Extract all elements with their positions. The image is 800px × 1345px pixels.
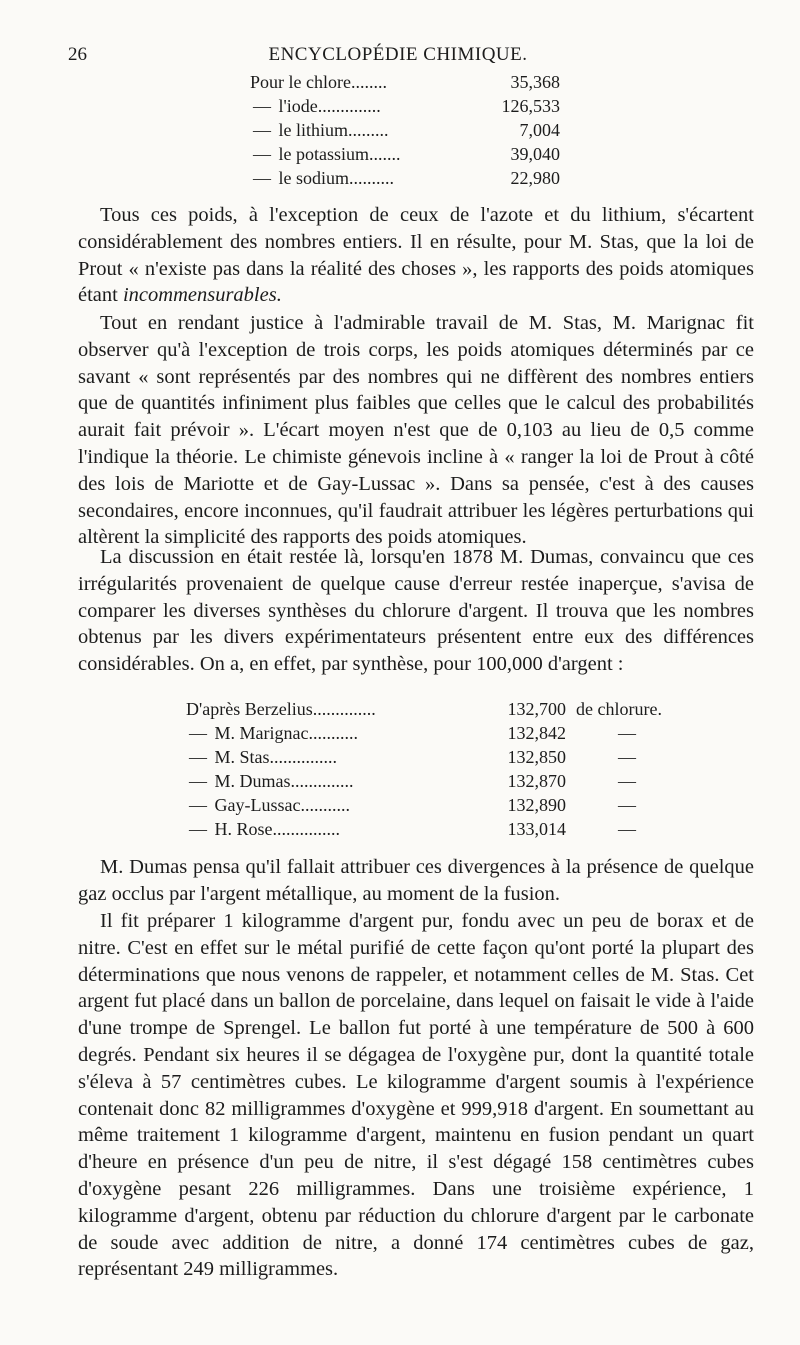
row-value: 35,368 <box>510 72 560 92</box>
table-row <box>186 721 676 745</box>
atomic-weights-table <box>250 70 560 190</box>
row-label: le potassium <box>278 144 369 164</box>
row-value: 133,014 <box>507 819 566 839</box>
row-prefix: — <box>253 144 271 164</box>
leader-dots: ............... <box>272 819 340 839</box>
leader-dots: .............. <box>312 699 376 719</box>
row-value: 132,700 <box>507 699 566 719</box>
table-row <box>250 94 560 118</box>
table-row <box>250 142 560 166</box>
paragraph-5 <box>78 908 754 1283</box>
row-label: le sodium <box>278 168 349 188</box>
row-unit: — <box>618 819 636 839</box>
row-prefix: — <box>189 819 207 839</box>
row-unit: de chlorure. <box>576 699 662 719</box>
italic-term: incommensurables. <box>122 284 282 307</box>
paragraph-3 <box>78 544 754 678</box>
leader-dots: .............. <box>317 96 381 116</box>
row-label: M. Stas <box>214 747 270 767</box>
row-label: l'iode <box>278 96 318 116</box>
paragraph-4 <box>78 854 754 908</box>
row-prefix: — <box>189 795 207 815</box>
table-row <box>186 793 676 817</box>
table-row <box>186 769 676 793</box>
leader-dots: ....... <box>369 144 401 164</box>
paragraph-1 <box>78 202 754 309</box>
row-unit: — <box>618 723 636 743</box>
leader-dots: .......... <box>349 168 394 188</box>
row-prefix: — <box>189 723 207 743</box>
page-number: 26 <box>68 44 87 65</box>
table-row <box>186 697 676 721</box>
row-label: M. Marignac <box>214 723 309 743</box>
row-value: 132,870 <box>507 771 566 791</box>
row-label: le chlore <box>288 72 351 92</box>
paragraph-text: La discussion en était restée là, lorsqu'en 1878 M. Dumas, convaincu que ces irrégularités provenaient de quelque cause d'erreur restée inaperçue, s'avisa de comparer les diverses synthèses du chlorure d'argent. Il trouva que les nombres obtenus par les divers expérimentateurs présentent entre eux des différences considérables. On a, en effet, par synthèse, pour 100,000 d'argent : <box>78 546 754 676</box>
row-prefix: — <box>189 771 207 791</box>
leader-dots: ........... <box>308 723 358 743</box>
running-title: ENCYCLOPÉDIE CHIMIQUE. <box>268 44 528 65</box>
paragraph-text: Tous ces poids, à l'exception de ceux de l'azote et du lithium, s'écartent considérablement des nombres entiers. Il en résulte, pour M. Stas, que la loi de Prout « n'existe pas dans la réalité des choses », les rapports des poids atomiques étant <box>78 204 754 307</box>
row-value: 132,890 <box>507 795 566 815</box>
page-header <box>68 44 728 68</box>
table-row <box>186 745 676 769</box>
row-prefix: — <box>253 120 271 140</box>
paragraph-text: Tout en rendant justice à l'admirable travail de M. Stas, M. Marignac fit observer qu'à l'exception de trois corps, les poids atomiques déterminés par ce savant « sont représentés par des nombres qui ne diffèrent des nombres entiers que de quantités infiniment plus faibles que celles que le calcul des probabilités aurait fait prévoir ». L'écart moyen n'est que de 0,103 au lieu de 0,5 comme l'indique la théorie. Le chimiste génevois incline à « ranger la loi de Prout à côté des lois de Mariotte et de Gay-Lussac ». Dans sa pensée, c'est à des causes secondaires, encore inconnues, qu'il faudrait attribuer les légères perturbations qui altèrent la simplicité des rapports des poids atomiques. <box>78 312 754 549</box>
row-prefix: Pour <box>250 72 285 92</box>
row-value: 126,533 <box>501 96 560 116</box>
leader-dots: ........ <box>350 72 387 92</box>
paragraph-2 <box>78 310 754 551</box>
row-unit: — <box>618 747 636 767</box>
row-label: Berzelius <box>244 699 313 719</box>
row-value: 7,004 <box>519 120 560 140</box>
row-label: le lithium <box>278 120 348 140</box>
row-prefix: — <box>253 96 271 116</box>
row-label: Gay-Lussac <box>214 795 301 815</box>
row-unit: — <box>618 795 636 815</box>
row-label: M. Dumas <box>214 771 291 791</box>
row-value: 132,850 <box>507 747 566 767</box>
leader-dots: ........... <box>300 795 350 815</box>
table-row <box>250 118 560 142</box>
leader-dots: ............... <box>269 747 338 767</box>
leader-dots: ......... <box>348 120 389 140</box>
paragraph-text: Il fit préparer 1 kilogramme d'argent pur, fondu avec un peu de borax et de nitre. C'est en effet sur le métal purifié de cette façon qu'ont porté la plupart des déterminations que nous venons de rappeler, et notamment celles de M. Stas. Cet argent fut placé dans un ballon de porcelaine, dans lequel on faisait le vide à l'aide d'une trompe de Sprengel. Le ballon fut porté à une température de 500 à 600 degrés. Pendant six heures il se dégagea de l'oxygène pur, dont la quantité totale s'éleva à 57 centimètres cubes. Le kilogramme d'argent soumis à l'expérience contenait donc 82 milligrammes d'oxygène et 999,918 d'argent. En soumettant au même traitement 1 kilogramme d'argent, maintenu en fusion pendant un quart d'heure en présence d'un peu de nitre, il s'est dégagé 158 centimètres cubes d'oxygène pesant 226 milligrammes. Dans une troisième expérience, 1 kilogramme d'argent, obtenu par réduction du chlorure d'argent par le carbonate de soude avec addition de nitre, a donné 174 centimètres cubes de gaz, représentant 249 milligrammes. <box>78 910 754 1281</box>
table-row <box>250 70 560 94</box>
chloride-synthesis-table <box>186 697 676 841</box>
leader-dots: .............. <box>290 771 354 791</box>
row-prefix: — <box>253 168 271 188</box>
row-unit: — <box>618 771 636 791</box>
row-value: 132,842 <box>507 723 566 743</box>
table-row <box>250 166 560 190</box>
row-value: 39,040 <box>510 144 560 164</box>
row-prefix: — <box>189 747 207 767</box>
row-value: 22,980 <box>510 168 560 188</box>
table-row <box>186 817 676 841</box>
row-label: H. Rose <box>214 819 273 839</box>
paragraph-text: M. Dumas pensa qu'il fallait attribuer ces divergences à la présence de quelque gaz occlus par l'argent métallique, au moment de la fusion. <box>78 856 754 905</box>
row-prefix: D'après <box>186 699 241 719</box>
